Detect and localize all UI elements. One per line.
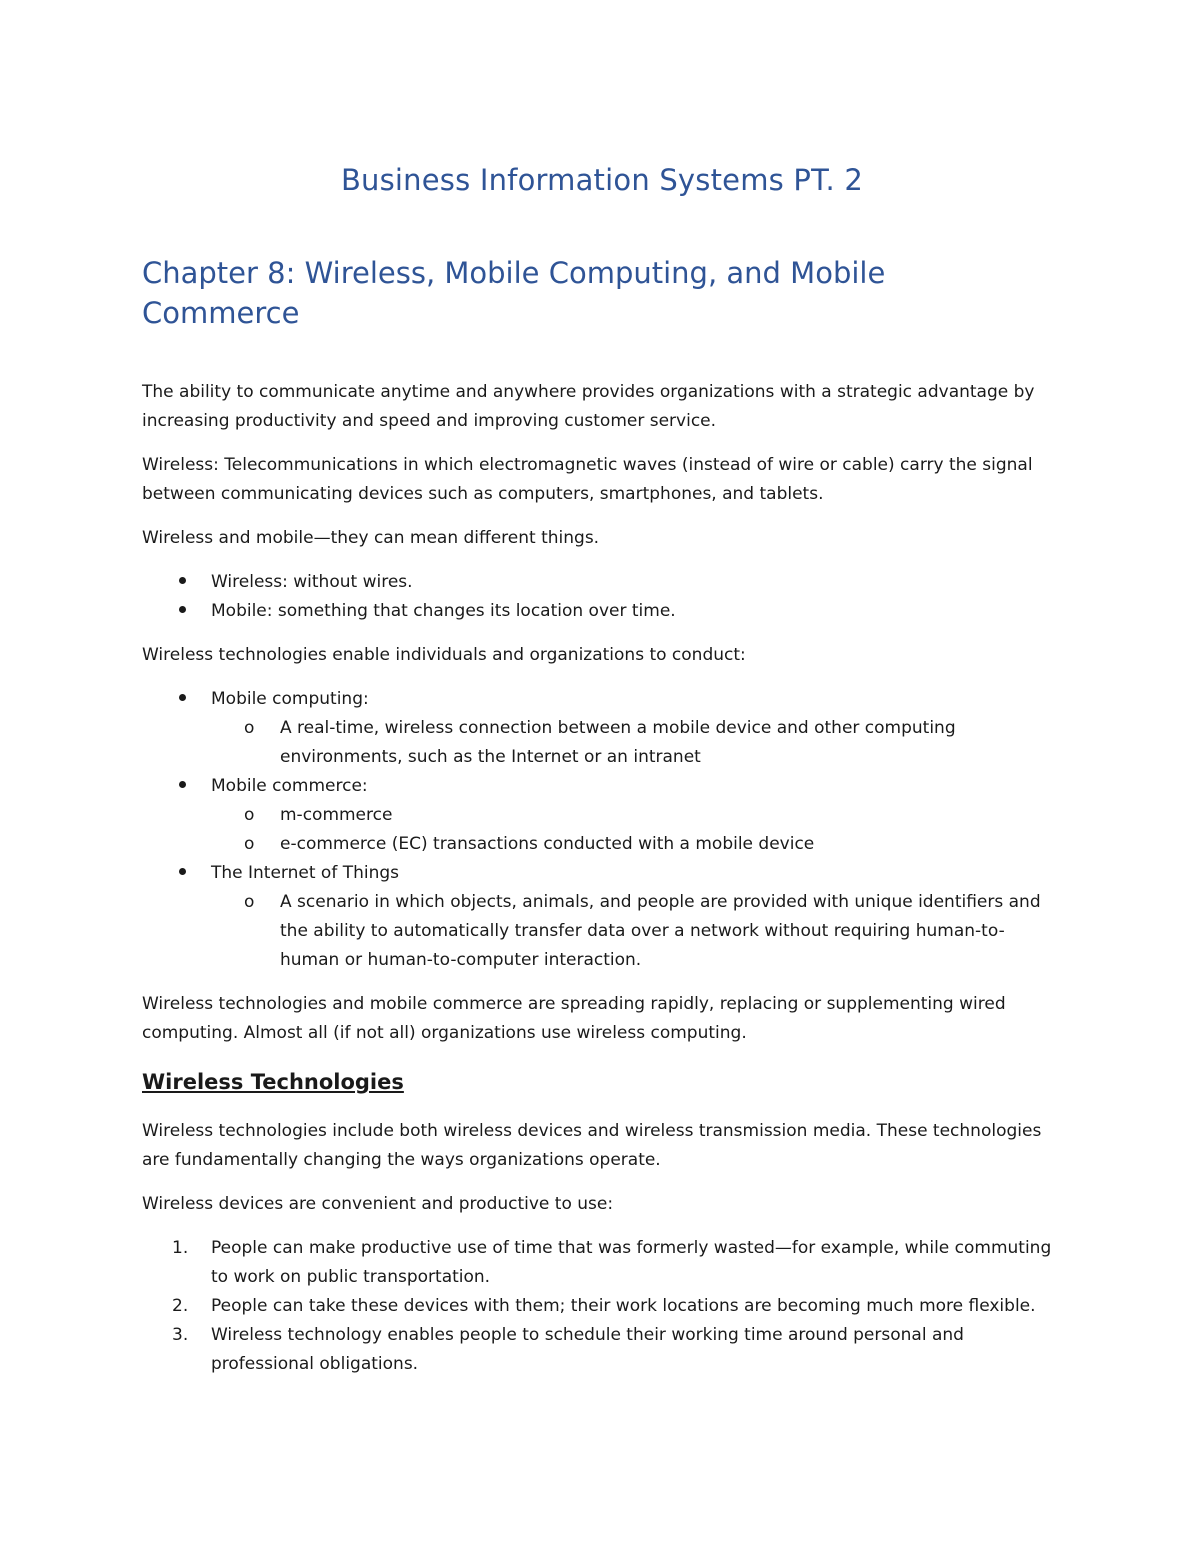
numbered-list — [142, 1234, 1062, 1379]
numbered-item-text: Wireless technology enables people to schedule their working time around personal and professional obligations. — [211, 1325, 964, 1374]
paragraph-spreading: Wireless technologies and mobile commerce are spreading rapidly, replacing or supplementing wired computing. Almost all (if not all) organizations use wireless computing. — [142, 994, 1006, 1043]
list-item-text: Mobile commerce: — [211, 776, 368, 796]
item-number: 1. — [172, 1238, 189, 1258]
sub-bullet-icon: o — [244, 834, 255, 854]
bullet-list-conduct — [142, 685, 1062, 975]
list-item-text: Mobile computing: — [211, 689, 369, 709]
sub-list-item — [208, 714, 1062, 772]
list-item-text: The Internet of Things — [211, 863, 400, 883]
sub-list-item-text: m-commerce — [280, 805, 393, 825]
sub-bullet-icon: o — [244, 805, 255, 825]
paragraph-devices-convenient: Wireless devices are convenient and productive to use: — [142, 1194, 614, 1214]
list-item — [142, 772, 1062, 859]
document-body — [142, 378, 1062, 1394]
bullet-icon — [172, 772, 192, 801]
sub-list-item-text: A scenario in which objects, animals, and people are provided with unique identifiers and the ability to automatically transfer data over a network without requiring human-to-human or human-to-computer interaction. — [280, 892, 1041, 970]
sub-list — [211, 801, 1062, 859]
sub-list-item — [208, 888, 1062, 975]
list-item — [142, 859, 1062, 975]
sub-bullet-icon: o — [244, 892, 255, 912]
list-item-text: Mobile: something that changes its location over time. — [211, 601, 676, 621]
bullet-icon — [172, 568, 192, 597]
list-item-text: Wireless: without wires. — [211, 572, 413, 592]
paragraph-enable: Wireless technologies enable individuals and organizations to conduct: — [142, 645, 746, 665]
bullet-icon — [172, 859, 192, 888]
list-item — [142, 597, 1062, 626]
item-number: 3. — [172, 1325, 189, 1345]
bullet-list-definitions — [142, 568, 1062, 626]
bullet-icon — [172, 597, 192, 626]
paragraph-tech-include: Wireless technologies include both wireless devices and wireless transmission media. These technologies are fundamentally changing the ways organizations operate. — [142, 1121, 1042, 1170]
item-number: 2. — [172, 1296, 189, 1316]
section-heading: Wireless Technologies — [142, 1070, 404, 1094]
sub-list-item — [208, 830, 1062, 859]
numbered-item — [142, 1321, 1062, 1379]
chapter-heading: Chapter 8: Wireless, Mobile Computing, and Mobile Commerce — [142, 256, 886, 330]
numbered-item-text: People can make productive use of time that was formerly wasted—for example, while commuting to work on public transportation. — [211, 1238, 1052, 1287]
numbered-item — [142, 1234, 1062, 1292]
paragraph-wireless-definition: Wireless: Telecommunications in which electromagnetic waves (instead of wire or cable) carry the signal between communicating devices such as computers, smartphones, and tablets. — [142, 455, 1033, 504]
sub-list — [211, 714, 1062, 772]
numbered-item — [142, 1292, 1062, 1321]
list-item — [142, 568, 1062, 597]
sub-list-item-text: A real-time, wireless connection between a mobile device and other computing environments, such as the Internet or an intranet — [280, 718, 956, 767]
paragraph-wireless-and-mobile: Wireless and mobile—they can mean different things. — [142, 528, 600, 548]
sub-list-item — [208, 801, 1062, 830]
sub-list-item-text: e-commerce (EC) transactions conducted with a mobile device — [280, 834, 815, 854]
numbered-item-text: People can take these devices with them; their work locations are becoming much more flexible. — [211, 1296, 1036, 1316]
paragraph-intro: The ability to communicate anytime and anywhere provides organizations with a strategic advantage by increasing productivity and speed and improving customer service. — [142, 382, 1035, 431]
bullet-icon — [172, 685, 192, 714]
sub-list — [211, 888, 1062, 975]
list-item — [142, 685, 1062, 772]
sub-bullet-icon: o — [244, 718, 255, 738]
document-title: Business Information Systems PT. 2 — [340, 163, 864, 197]
